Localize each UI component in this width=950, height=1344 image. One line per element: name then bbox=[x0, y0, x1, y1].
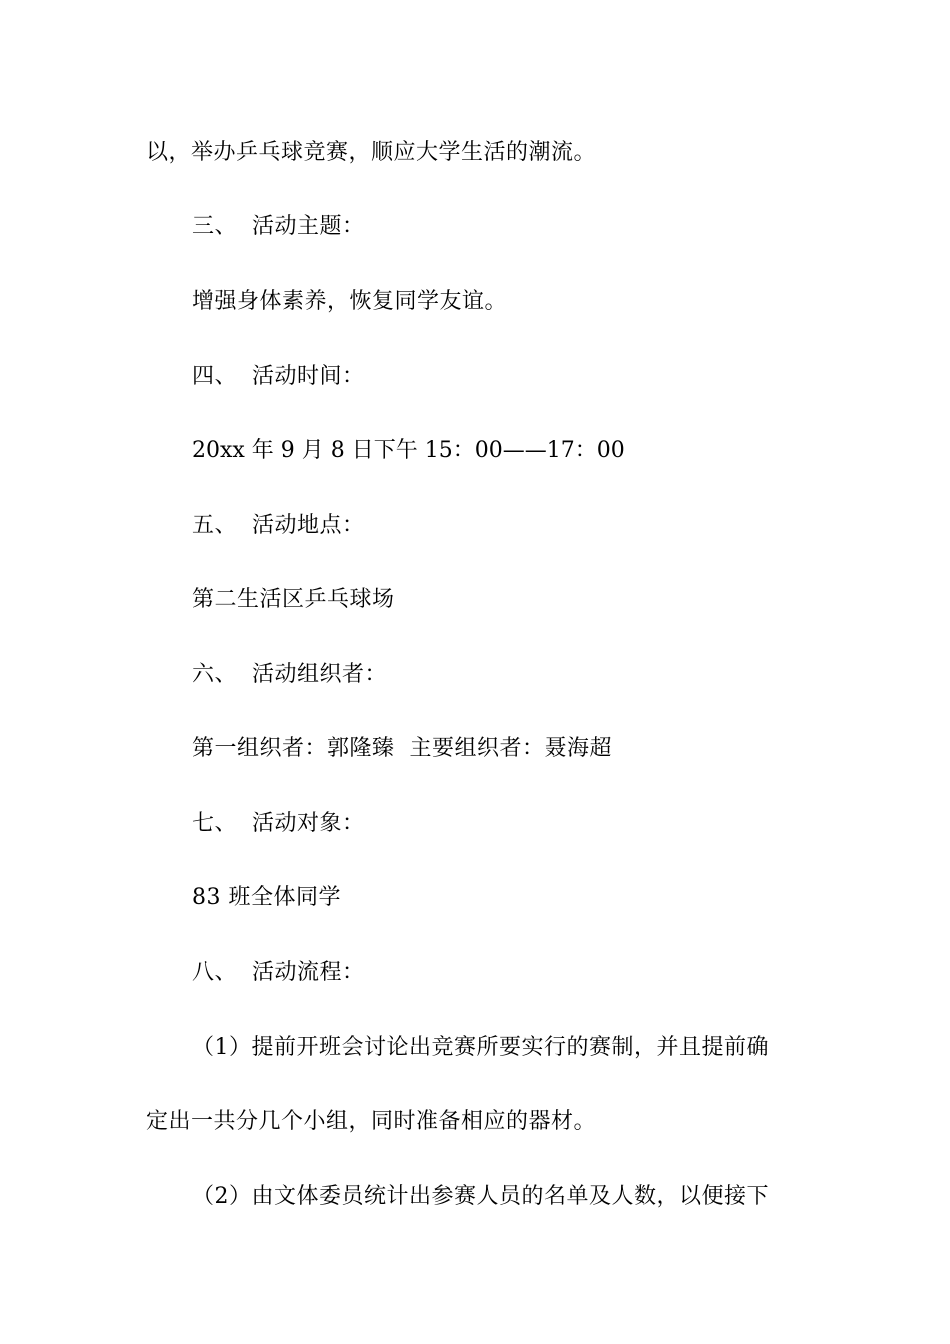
section-heading-process bbox=[192, 958, 365, 988]
heading-number: 三、 bbox=[192, 214, 238, 239]
organizers-text: 第一组织者：郭隆臻 主要组织者：聂海超 bbox=[192, 736, 612, 761]
section-heading-theme bbox=[192, 212, 365, 242]
heading-label: 活动流程： bbox=[252, 960, 365, 985]
theme-text: 增强身体素养，恢复同学友谊。 bbox=[192, 289, 508, 314]
heading-label: 活动时间： bbox=[252, 364, 365, 389]
process-step-1-line-2: 定出一共分几个小组，同时准备相应的器材。 bbox=[146, 1109, 597, 1134]
process-step-2-line-1: （2）由文体委员统计出参赛人员的名单及人数，以便接下 bbox=[192, 1184, 769, 1209]
heading-label: 活动组织者： bbox=[252, 662, 388, 687]
heading-number: 八、 bbox=[192, 960, 238, 985]
section-heading-organizers bbox=[192, 660, 387, 690]
heading-number: 六、 bbox=[192, 662, 238, 687]
process-step-1-line-1: （1）提前开班会讨论出竞赛所要实行的赛制，并且提前确 bbox=[192, 1035, 769, 1060]
heading-number: 七、 bbox=[192, 811, 238, 836]
heading-label: 活动对象： bbox=[252, 811, 365, 836]
time-text: 20xx 年 9 月 8 日下午 15：00——17：00 bbox=[192, 438, 625, 463]
heading-number: 四、 bbox=[192, 364, 238, 389]
audience-text: 83 班全体同学 bbox=[192, 885, 341, 910]
section-heading-time bbox=[192, 362, 365, 392]
location-text: 第二生活区乒乓球场 bbox=[192, 587, 395, 612]
heading-number: 五、 bbox=[192, 513, 238, 538]
section-heading-audience bbox=[192, 809, 365, 839]
heading-label: 活动主题： bbox=[252, 214, 365, 239]
paragraph-continuation: 以，举办乒乓球竞赛，顺应大学生活的潮流。 bbox=[146, 140, 597, 165]
heading-label: 活动地点： bbox=[252, 513, 365, 538]
section-heading-location bbox=[192, 511, 365, 541]
